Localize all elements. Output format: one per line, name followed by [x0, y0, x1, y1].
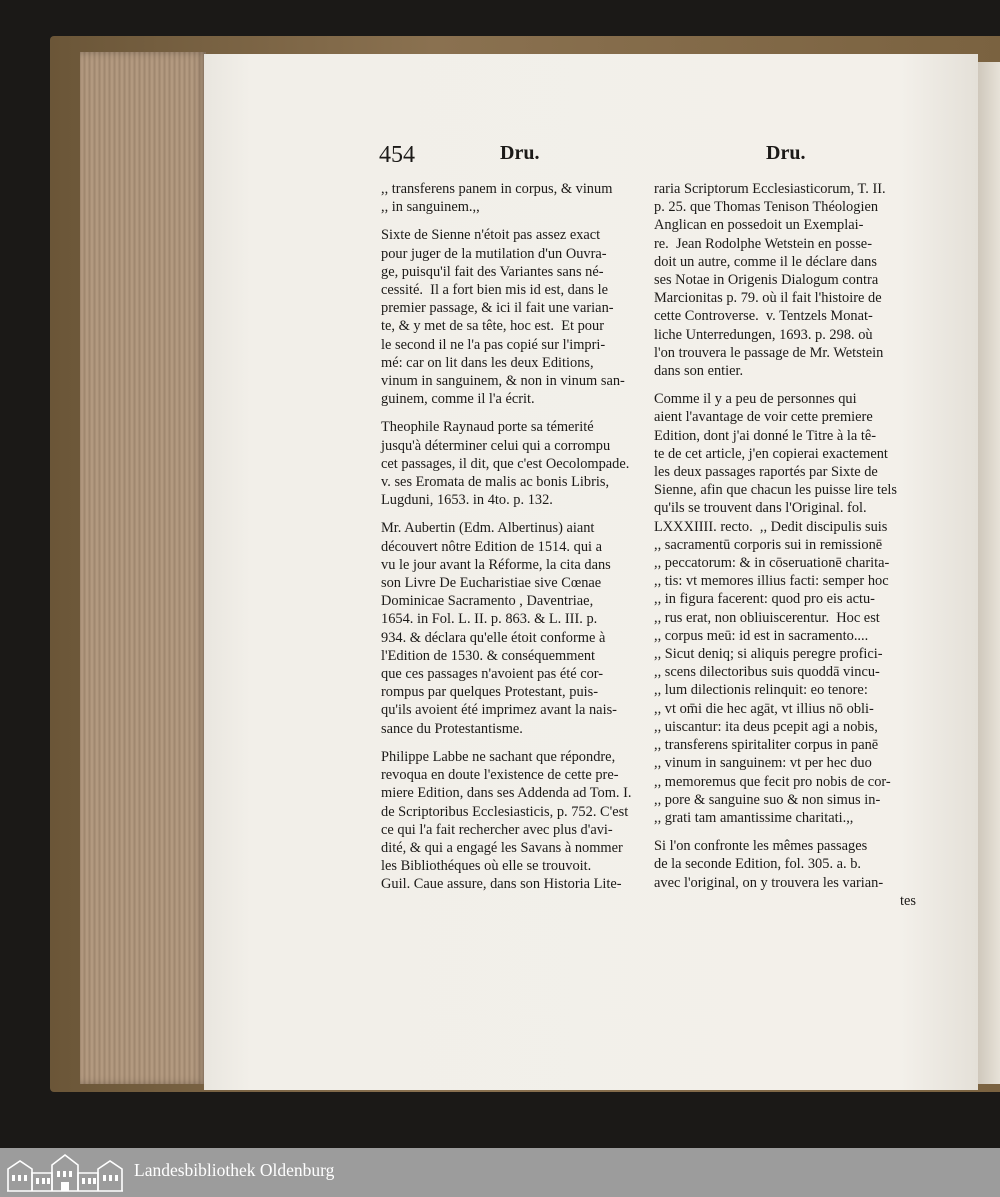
library-building-logo-icon: [6, 1151, 124, 1193]
text-line: ,, tis: vt memores illius facti: semper hoc: [654, 573, 889, 590]
text-line: sance du Protestantisme.: [381, 720, 523, 737]
text-line: raria Scriptorum Ecclesiasticorum, T. II.: [654, 181, 886, 197]
text-line: ,, uiscantur: ita deus pcepit agi a nobis,: [654, 718, 878, 735]
text-line: Philippe Labbe ne sachant que répondre,: [381, 748, 616, 765]
text-line: ,, peccatorum: & in cōseruationē charita-: [654, 555, 890, 572]
text-line: les Bibliothéques où elle se trouvoit.: [381, 858, 592, 875]
text-line: cessité. Il a fort bien mis id est, dans le: [381, 282, 608, 299]
text-line: miere Edition, dans ses Addenda ad Tom. I.: [381, 785, 632, 802]
text-line: rompus par quelques Protestant, puis-: [381, 684, 599, 701]
text-line: ,, transferens spiritaliter corpus in panē: [654, 737, 879, 754]
page-number: 454: [379, 142, 415, 168]
text-line: v. ses Eromata de malis ac bonis Libris,: [381, 474, 610, 491]
text-line: Anglican en possedoit un Exemplai-: [654, 217, 864, 234]
text-line: Marcionitas p. 79. où il fait l'histoire de: [654, 290, 882, 307]
text-line: te de cet article, j'en copierai exactement: [654, 445, 888, 462]
text-line: guinem, comme il l'a écrit.: [381, 391, 535, 408]
text-line: premier passage, & ici il fait une varian-: [381, 300, 614, 317]
text-line: p. 25. que Thomas Tenison Théologien: [654, 199, 879, 216]
text-line: cet passages, il dit, que c'est Oecolompade.: [381, 455, 630, 472]
text-line: Mr. Aubertin (Edm. Albertinus) aiant: [381, 520, 595, 537]
text-line: avec l'original, on y trouvera les varian-: [654, 874, 884, 891]
text-line: revoqua en doute l'existence de cette pre-: [381, 767, 619, 784]
paragraph-gap: [381, 509, 641, 519]
text-line: l'Edition de 1530. & conséquemment: [381, 647, 596, 664]
text-line: vinum in sanguinem, & non in vinum san-: [381, 373, 625, 390]
text-line: Edition, dont j'ai donné le Titre à la tê-: [654, 427, 877, 444]
text-line: l'on trouvera le passage de Mr. Wetstein: [654, 344, 884, 361]
text-line: qu'ils se trouvent dans l'Original. fol.: [654, 500, 867, 517]
text-line: Theophile Raynaud porte sa témerité: [381, 419, 594, 436]
left-text-column: [381, 180, 641, 894]
text-line: ,, scens dilectoribus suis quoddā vincu-: [654, 664, 880, 681]
text-line: vu le jour avant la Réforme, la cita dans: [381, 556, 611, 573]
text-line: ,, in sanguinem.,,: [381, 199, 480, 216]
text-line: ,, Sicut deniq; si aliquis peregre profici-: [654, 646, 883, 663]
text-line: ,, rus erat, non obliuiscerentur. Hoc est: [654, 609, 880, 626]
text-line: Comme il y a peu de personnes qui: [654, 391, 857, 408]
text-line: les deux passages raportés par Sixte de: [654, 464, 878, 481]
next-page-edge: [978, 62, 1000, 1084]
text-line: dans son entier.: [654, 363, 744, 380]
text-line: dité, & qui a engagé les Savans à nommer: [381, 839, 623, 856]
paragraph-gap: [381, 216, 641, 226]
text-line: ,, memoremus que fecit pro nobis de cor-: [654, 773, 891, 790]
text-line: ge, puisqu'il fait des Variantes sans né-: [381, 263, 604, 280]
text-line: ce qui l'a fait rechercher avec plus d'avi-: [381, 821, 613, 838]
text-line: te, & y met de sa tête, hoc est. Et pour: [381, 318, 604, 335]
text-line: ,, lum dilectionis relinquit: eo tenore:: [654, 682, 868, 699]
text-line: Dominicae Sacramento , Daventriae,: [381, 593, 594, 610]
text-line: ,, vinum in sanguinem: vt per hec duo: [654, 755, 872, 772]
right-text-column: [654, 180, 916, 910]
text-line: ,, transferens panem in corpus, & vinum: [381, 181, 613, 197]
text-line: que ces passages n'avoient pas été cor-: [381, 666, 604, 683]
paragraph-gap: [654, 827, 916, 837]
text-line: ,, in figura facerent: quod pro eis actu-: [654, 591, 875, 608]
paragraph-gap: [381, 408, 641, 418]
text-line: son Livre De Eucharistiae sive Cœnae: [381, 575, 602, 592]
text-line: le second il ne l'a pas copié sur l'impri-: [381, 336, 606, 353]
text-line: ,, vt om̄i die hec agāt, vt illius nō obli-: [654, 700, 874, 717]
text-line: Si l'on confronte les mêmes passages: [654, 838, 868, 855]
running-header-left: Dru.: [500, 142, 540, 164]
text-line: Sixte de Sienne n'étoit pas assez exact: [381, 227, 601, 244]
text-line: re. Jean Rodolphe Wetstein en posse-: [654, 235, 872, 252]
text-line: ses Notae in Origenis Dialogum contra: [654, 272, 879, 289]
text-line: ,, pore & sanguine suo & non simus in-: [654, 791, 881, 808]
text-line: tes: [900, 892, 916, 909]
text-line: Sienne, afin que chacun les puisse lire tels: [654, 482, 897, 499]
text-line: doit un autre, comme il le déclare dans: [654, 253, 877, 270]
paragraph-gap: [654, 380, 916, 390]
paragraph-gap: [381, 738, 641, 748]
text-line: ,, grati tam amantissime charitati.,,: [654, 809, 854, 826]
text-line: 1654. in Fol. L. II. p. 863. & L. III. p.: [381, 611, 598, 628]
text-line: Guil. Caue assure, dans son Historia Lite-: [381, 876, 622, 893]
running-header-right: Dru.: [766, 142, 806, 164]
text-line: aient l'avantage de voir cette premiere: [654, 409, 873, 426]
text-line: cette Controverse. v. Tentzels Monat-: [654, 308, 873, 325]
text-line: LXXXIIII. recto. ,, Dedit discipulis suis: [654, 518, 888, 535]
page-edges: [80, 52, 206, 1084]
text-line: mé: car on lit dans les deux Editions,: [381, 354, 594, 371]
text-line: jusqu'à déterminer celui qui a corrompu: [381, 437, 611, 454]
text-line: ,, sacramentū corporis sui in remissionē: [654, 536, 883, 553]
text-line: de la seconde Edition, fol. 305. a. b.: [654, 856, 862, 873]
text-line: ,, corpus meū: id est in sacramento....: [654, 627, 869, 644]
text-line: découvert nôtre Edition de 1514. qui a: [381, 538, 602, 555]
text-line: qu'ils avoient été imprimez avant la nais-: [381, 702, 617, 719]
text-line: Lugduni, 1653. in 4to. p. 132.: [381, 492, 553, 509]
library-name: Landesbibliothek Oldenburg: [134, 1160, 335, 1180]
text-line: pour juger de la mutilation d'un Ouvra-: [381, 245, 607, 262]
text-line: de Scriptoribus Ecclesiasticis, p. 752. C'est: [381, 803, 629, 820]
text-line: 934. & déclara qu'elle étoit conforme à: [381, 629, 606, 646]
text-line: liche Unterredungen, 1693. p. 298. où: [654, 326, 873, 343]
